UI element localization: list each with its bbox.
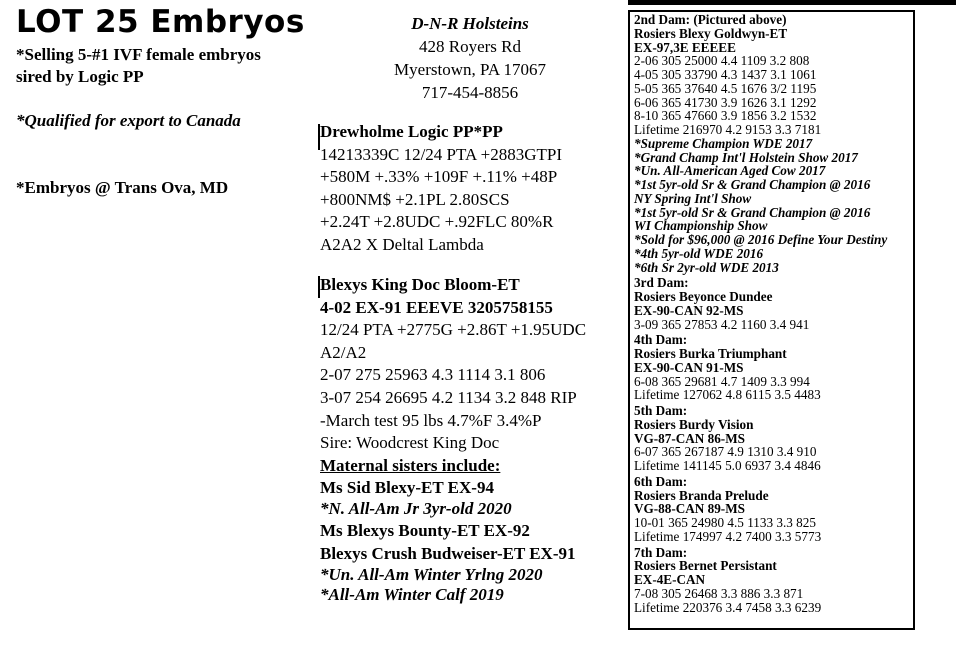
pedigree-heading-line: 7th Dam:	[634, 544, 688, 560]
top-border-bar	[628, 0, 956, 5]
pedigree-record-line: Lifetime 127062 4.8 6115 3.5 4483	[634, 387, 821, 403]
pedigree-achievement-line: WI Championship Show	[634, 218, 768, 234]
dam-line: -March test 95 lbs 4.7%F 3.4%P	[320, 410, 542, 430]
pedigree-heading-line: Rosiers Bernet Persistant	[634, 558, 777, 574]
pedigree-record-line: Lifetime 141145 5.0 6937 3.4 4846	[634, 458, 821, 473]
pedigree-record-line: Lifetime 174997 4.2 7400 3.3 5773	[634, 528, 822, 544]
sire-line: +580M +.33% +109F +.11% +48P	[320, 167, 558, 187]
pedigree-record-line: 7-08 305 26468 3.3 886 3.3 871	[634, 585, 804, 601]
pedigree-heading-line: 2nd Dam: (Pictured above)	[634, 12, 787, 27]
pedigree-heading-line: EX-4E-CAN	[634, 572, 706, 587]
pedigree-heading-line: EX-97,3E EEEEE	[634, 39, 736, 55]
pedigree-heading-line: Rosiers Blexy Goldwyn-ET	[634, 25, 788, 41]
selling-note-line1: *Selling 5-#1 IVF female embryos	[16, 45, 261, 64]
pedigree-heading-line: Rosiers Burdy Vision	[634, 416, 754, 432]
location-note: *Embryos @ Trans Ova, MD	[16, 178, 229, 197]
lot-title: LOT 25 Embryos	[16, 4, 305, 40]
selling-note-line2: sired by Logic PP	[16, 67, 144, 86]
pedigree-record-line: 6-07 365 267187 4.9 1310 3.4 910	[634, 444, 817, 460]
consignor-phone: 717-454-8856	[421, 83, 519, 102]
pedigree-heading-line: EX-90-CAN 92-MS	[634, 302, 744, 318]
sister-name: Blexys Crush Budweiser-ET EX-91	[320, 544, 576, 564]
pedigree-record-line: Lifetime 216970 4.2 9153 3.3 7181	[634, 122, 822, 137]
sire-line: 14213339C 12/24 PTA +2883GTPI	[320, 144, 562, 164]
pedigree-record-line: 6-06 365 41730 3.9 1626 3.1 1292	[634, 94, 817, 110]
pedigree-record-line: 3-09 365 27853 4.2 1160 3.4 941	[634, 316, 810, 332]
pedigree-achievement-line: *Grand Champ Int'l Holstein Show 2017	[634, 149, 858, 165]
sire-line: +800NM$ +2.1PL 2.80SCS	[320, 189, 510, 209]
sire-line: A2A2 X Deltal Lambda	[320, 234, 484, 254]
consignor-address: 428 Royers Rd	[419, 37, 521, 56]
pedigree-achievement-line: *4th 5yr-old WDE 2016	[634, 245, 764, 261]
dam-block	[320, 274, 586, 605]
pedigree-record-line: 4-05 305 33790 4.3 1437 3.1 1061	[634, 67, 817, 82]
pedigree-achievement-line: NY Spring Int'l Show	[634, 190, 752, 206]
dam-line: Sire: Woodcrest King Doc	[320, 433, 500, 453]
pedigree-box	[628, 10, 915, 630]
pedigree-heading-line: VG-88-CAN 89-MS	[634, 501, 745, 517]
dam-line: 2-07 275 25963 4.3 1114 3.1 806	[320, 365, 546, 385]
pedigree-record-line: 8-10 365 47660 3.9 1856 3.2 1532	[634, 108, 817, 124]
dam-class-line: 4-02 EX-91 EEEVE 3205758155	[320, 297, 553, 317]
pedigree-achievement-line: *1st 5yr-old Sr & Grand Champion @ 2016	[634, 204, 871, 220]
pedigree-record-line: 2-06 305 25000 4.4 1109 3.2 808	[634, 53, 810, 69]
sister-award: *Un. All-Am Winter Yrlng 2020	[320, 565, 543, 585]
pedigree-heading-line: Rosiers Branda Prelude	[634, 487, 769, 503]
pedigree-achievement-line: *1st 5yr-old Sr & Grand Champion @ 2016	[634, 177, 871, 192]
sister-award: *All-Am Winter Calf 2019	[320, 585, 504, 605]
dam-line: A2/A2	[320, 342, 367, 362]
consignor-name: D-N-R Holsteins	[411, 14, 529, 33]
sister-name: Ms Sid Blexy-ET EX-94	[320, 478, 494, 498]
pedigree-record-line: 5-05 365 37640 4.5 1676 3/2 1195	[634, 80, 817, 96]
dam-line: 3-07 254 26695 4.2 1134 3.2 848 RIP	[320, 387, 577, 407]
dam-line: 12/24 PTA +2775G +2.86T +1.95UDC	[320, 320, 587, 340]
pedigree-heading-line: VG-87-CAN 86-MS	[634, 430, 745, 446]
pedigree-heading-line: Rosiers Beyonce Dundee	[634, 289, 773, 304]
pedigree-heading-line: 6th Dam:	[634, 473, 688, 489]
pedigree-heading-line: 5th Dam:	[634, 403, 688, 418]
dam-name: Blexys King Doc Bloom-ET	[320, 275, 520, 294]
consignor-block	[360, 12, 580, 104]
export-note: *Qualified for export to Canada	[16, 111, 241, 130]
pedigree-achievement-line: *6th Sr 2yr-old WDE 2013	[634, 259, 779, 275]
pedigree-heading-line: EX-90-CAN 91-MS	[634, 359, 744, 375]
maternal-sisters-heading: Maternal sisters include:	[320, 455, 501, 475]
pedigree-record-line: 6-08 365 29681 4.7 1409 3.3 994	[634, 373, 810, 389]
pedigree-achievement-line: *Supreme Champion WDE 2017	[634, 135, 813, 151]
consignor-city: Myerstown, PA 17067	[394, 60, 546, 79]
pedigree-record-line: Lifetime 220376 3.4 7458 3.3 6239	[634, 599, 822, 615]
pedigree-achievement-line: *Sold for $96,000 @ 2016 Define Your Destiny	[634, 232, 888, 247]
pedigree-heading-line: 3rd Dam:	[634, 275, 689, 291]
pedigree-achievement-line: *Un. All-American Aged Cow 2017	[634, 163, 826, 179]
pedigree-heading-line: Rosiers Burka Triumphant	[634, 346, 787, 361]
pedigree-record-line: 10-01 365 24980 4.5 1133 3.3 825	[634, 515, 816, 530]
sire-block	[320, 121, 562, 257]
sire-line: +2.24T +2.8UDC +.92FLC 80%R	[320, 212, 554, 232]
sister-name: Ms Blexys Bounty-ET EX-92	[320, 521, 530, 541]
sister-award: *N. All-Am Jr 3yr-old 2020	[320, 499, 512, 519]
sire-name: Drewholme Logic PP*PP	[320, 122, 503, 141]
pedigree-heading-line: 4th Dam:	[634, 332, 688, 348]
